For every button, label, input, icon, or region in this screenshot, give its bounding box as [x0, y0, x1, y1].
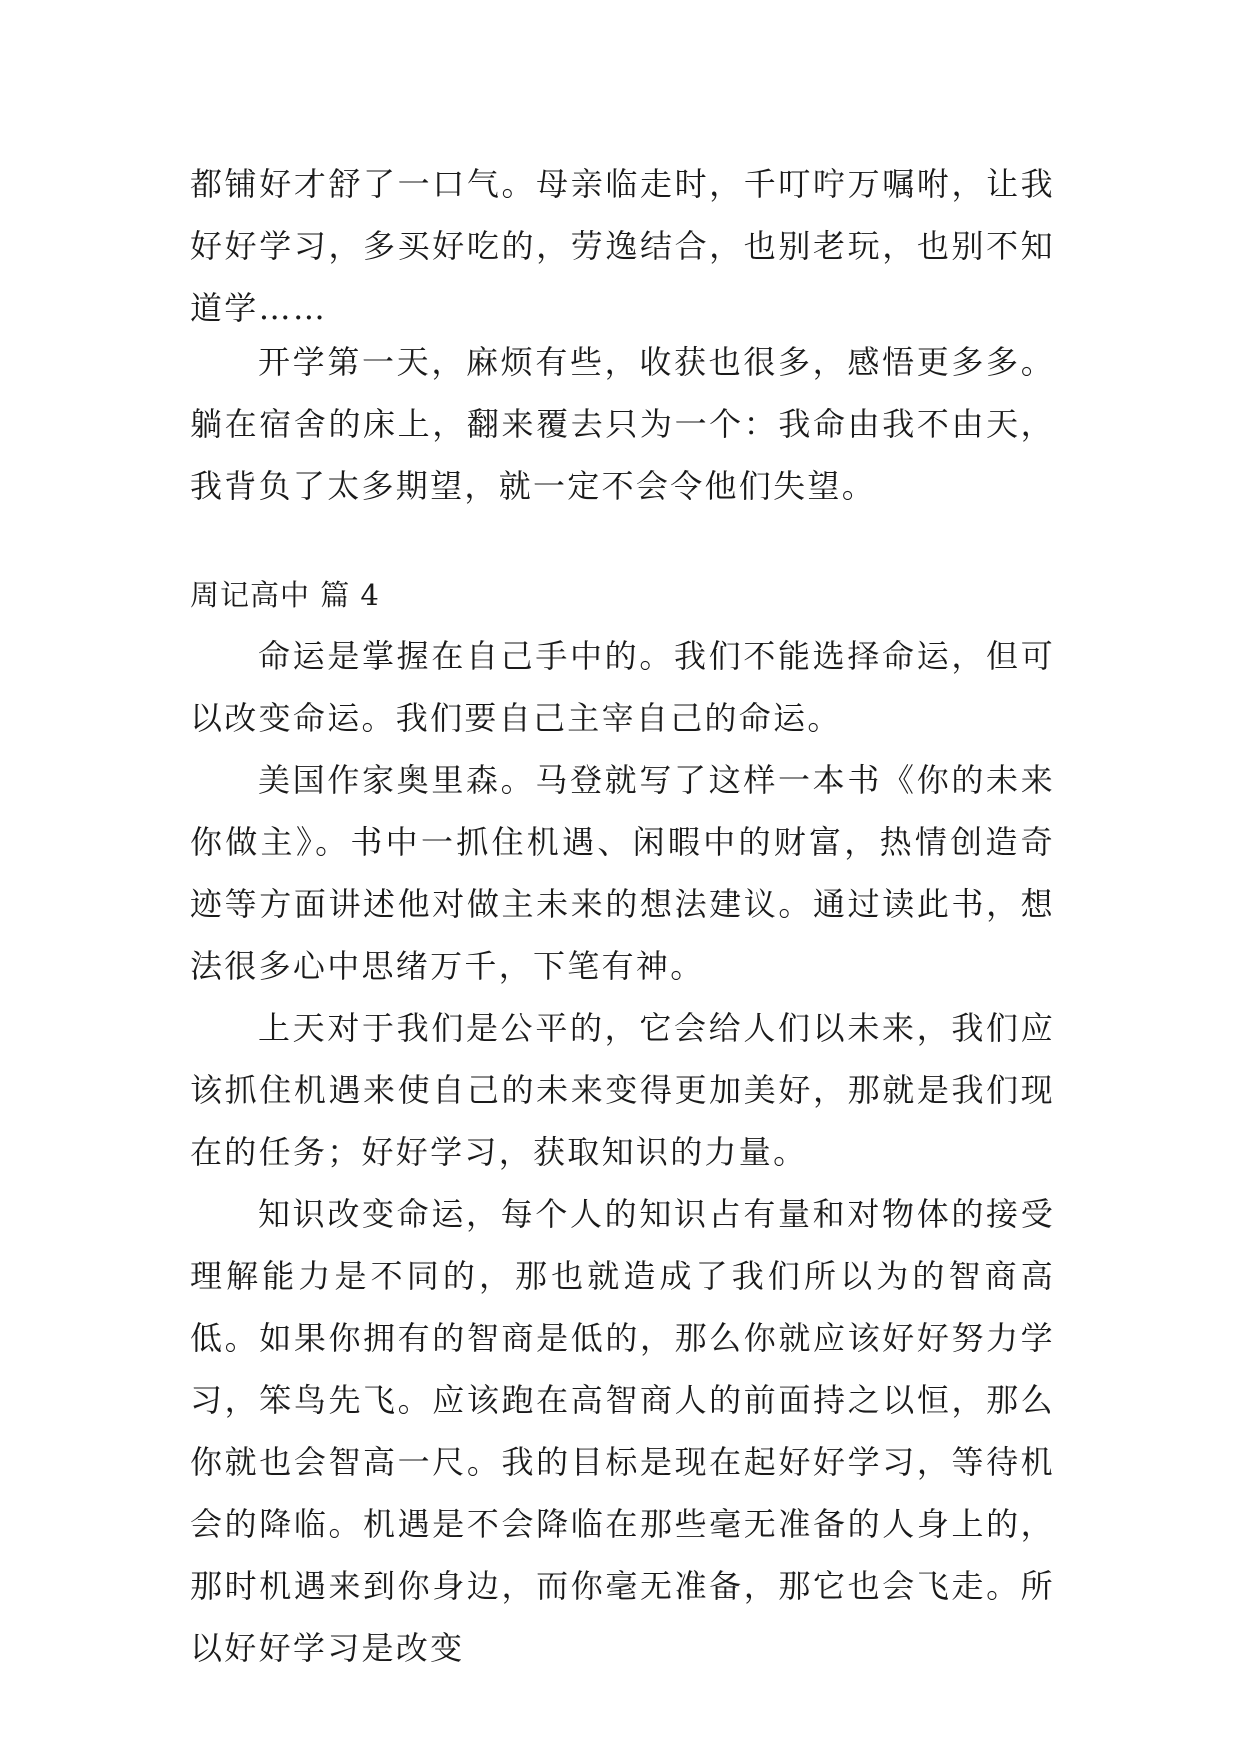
closing-paragraph: 开学第一天，麻烦有些，收获也很多，感悟更多多。躺在宿舍的床上，翻来覆去只为一个：我命由我不由天，我背负了太多期望，就一定不会令他们失望。	[190, 343, 1055, 505]
body-paragraph: 美国作家奥里森。马登就写了这样一本书《你的未来你做主》。书中一抓住机遇、闲暇中的财富，热情创造奇迹等方面讲述他对做主未来的想法建议。通过读此书，想法很多心中思绪万千，下笔有神。	[190, 761, 1055, 985]
closing-block	[190, 331, 1055, 517]
continuation-block	[190, 153, 1055, 339]
section-body	[190, 625, 1055, 1679]
body-paragraph: 命运是掌握在自己手中的。我们不能选择命运，但可以改变命运。我们要自己主宰自己的命运。	[190, 637, 1055, 737]
body-paragraph: 知识改变命运，每个人的知识占有量和对物体的接受理解能力是不同的，那也就造成了我们所以为的智商高低。如果你拥有的智商是低的，那么你就应该好好努力学习，笨鸟先飞。应该跑在高智商人的前面持之以恒，那么你就也会智高一尺。我的目标是现在起好好学习，等待机会的降临。机遇是不会降临在那些毫无准备的人身上的，那时机遇来到你身边，而你毫无准备，那它也会飞走。所以好好学习是改变	[190, 1195, 1055, 1667]
body-paragraph: 上天对于我们是公平的，它会给人们以未来，我们应该抓住机遇来使自己的未来变得更加美好，那就是我们现在的任务；好好学习，获取知识的力量。	[190, 1009, 1055, 1171]
section-heading: 周记高中 篇 4	[190, 578, 380, 612]
continuation-paragraph: 都铺好才舒了一口气。母亲临走时，千叮咛万嘱咐，让我好好学习，多买好吃的，劳逸结合，也别老玩，也别不知道学……	[190, 165, 1055, 327]
